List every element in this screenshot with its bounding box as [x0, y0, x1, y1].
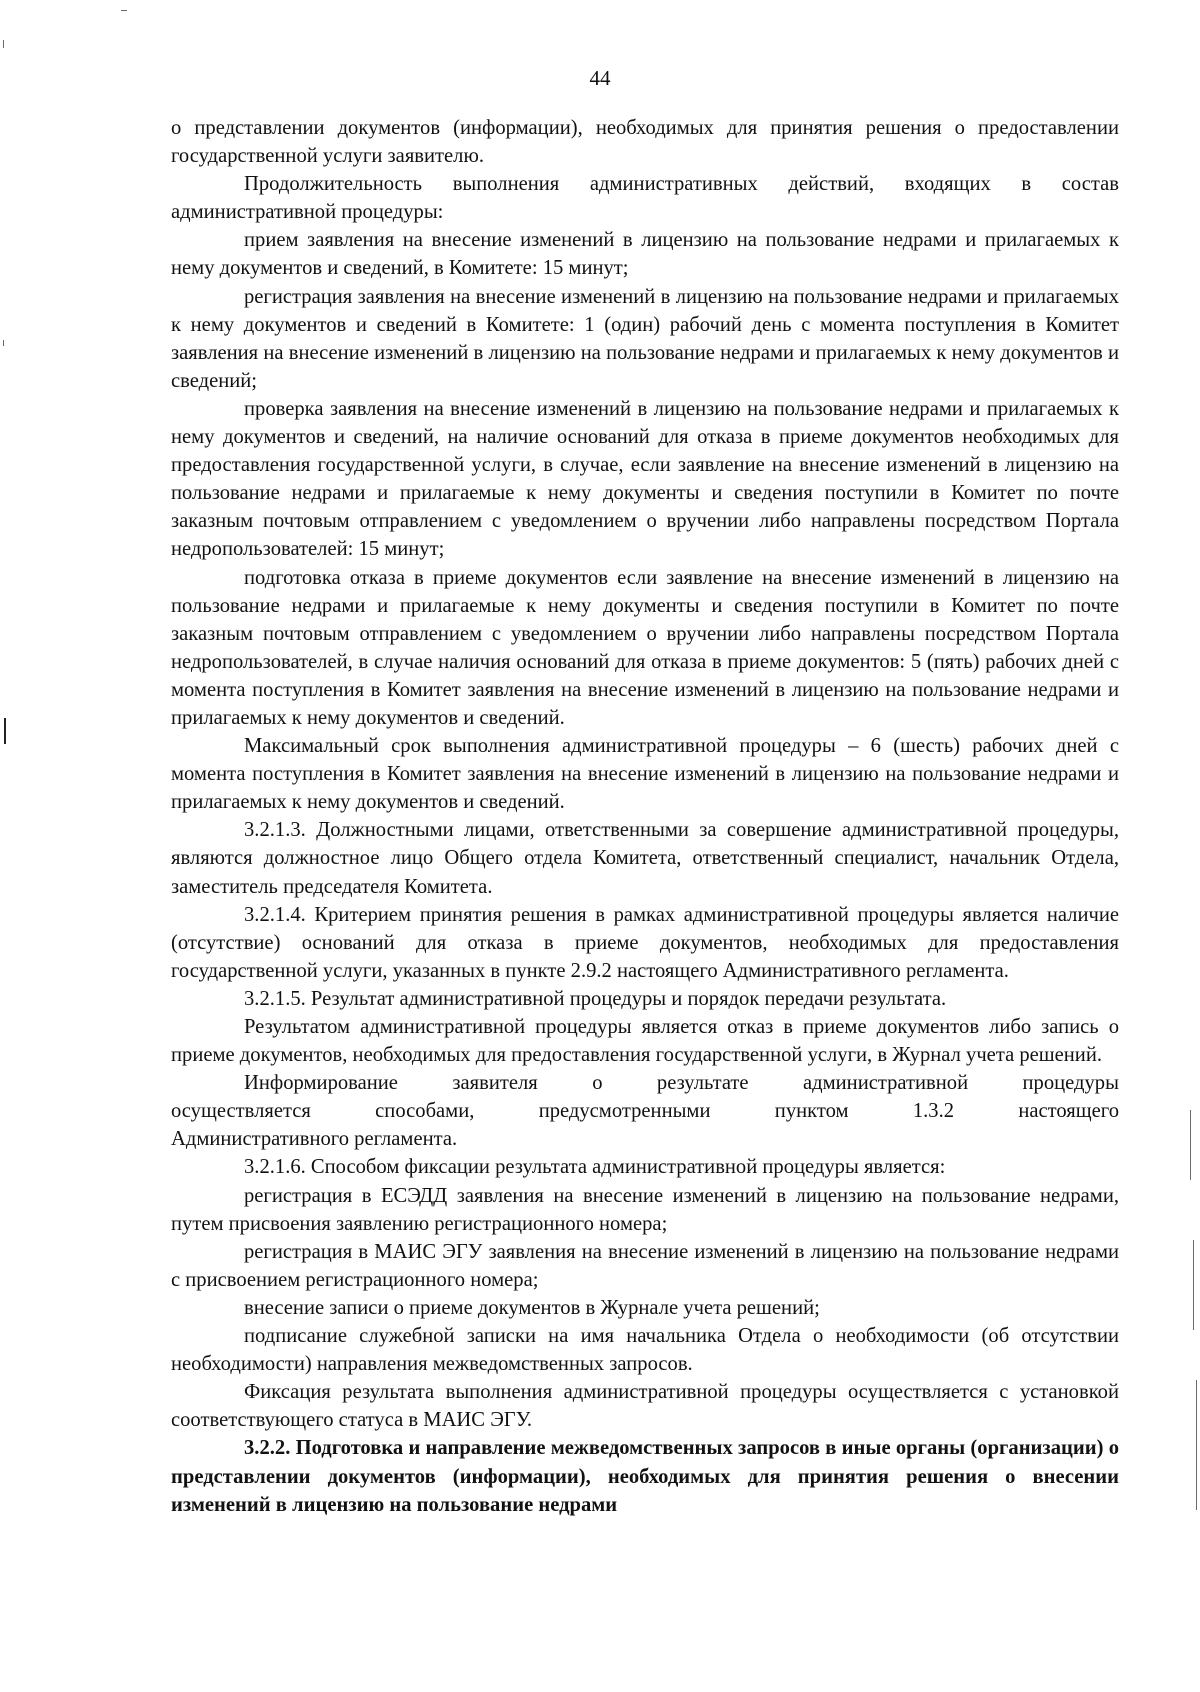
word: предусмотренными: [538, 1100, 711, 1123]
scan-mark: [3, 340, 4, 346]
word: пунктом: [774, 1100, 849, 1123]
word: результате: [656, 1072, 749, 1095]
informing-line: [171, 1069, 1119, 1097]
paragraph: Продолжительность выполнения административных действий, входящих в состав административной процедуры:: [171, 173, 1119, 224]
paragraph: 3.2.1.6. Способом фиксации результата административной процедуры является:: [244, 1156, 946, 1179]
word: настоящего: [1018, 1100, 1119, 1123]
paragraph: 3.2.1.3. Должностными лицами, ответственными за совершение административной процедуры, являются должностное лицо Общего отдела Комитета, ответственный специалист, начальник Отдела, заместитель председателя Комитета.: [171, 819, 1119, 898]
paragraph: регистрация в ЕСЭДД заявления на внесение изменений в лицензию на пользование недрами, путем присвоения заявлению регистрационного номера;: [171, 1184, 1119, 1235]
informing-line: Административного регламента.: [171, 1128, 458, 1151]
word: административной: [803, 1072, 969, 1095]
word: процедуры: [1022, 1072, 1119, 1095]
paragraph: 3.2.1.4. Критерием принятия решения в рамках административной процедуры является наличие (отсутствие) оснований для отказа в приеме документов, необходимых для предоставления государственной услуги, указанных в пункте 2.9.2 настоящего Административного регламента.: [171, 903, 1119, 982]
word: осуществляется: [171, 1100, 311, 1123]
paragraph: Фиксация результата выполнения административной процедуры осуществляется с установкой соответствующего статуса в МАИС ЭГУ.: [171, 1381, 1119, 1432]
scan-mark: [1196, 1380, 1197, 1510]
word: способами,: [375, 1100, 475, 1123]
paragraph: регистрация заявления на внесение изменений в лицензию на пользование недрами и прилагаемых к нему документов и сведений в Комитете: 1 (один) рабочий день с момента поступления в Комитет заявления на внесение изменений в лицензию на пользование недрами и прилагаемых к нему документов и сведений;: [171, 285, 1119, 392]
paragraph: регистрация в МАИС ЭГУ заявления на внесение изменений в лицензию на пользование недрами с присвоением регистрационного номера;: [171, 1240, 1119, 1291]
word: 1.3.2: [912, 1100, 955, 1123]
paragraph: прием заявления на внесение изменений в лицензию на пользование недрами и прилагаемых к нему документов и сведений, в Комитете: 15 минут;: [171, 229, 1119, 280]
paragraph: внесение записи о приеме документов в Журнале учета решений;: [244, 1296, 820, 1319]
scan-mark: [1190, 1110, 1191, 1180]
scan-mark: [121, 10, 127, 11]
scan-mark: [3, 40, 4, 48]
informing-line: [171, 1097, 1119, 1125]
paragraph: подписание служебной записки на имя начальника Отдела о необходимости (об отсутствии необходимости) направления межведомственных запросов.: [171, 1325, 1119, 1376]
paragraph: Максимальный срок выполнения административной процедуры – 6 (шесть) рабочих дней с момента поступления в Комитет заявления на внесение изменений в лицензию на пользование недрами и прилагаемых к нему документов и сведений.: [171, 735, 1119, 814]
word: заявителя: [452, 1072, 538, 1095]
paragraph: о представлении документов (информации), необходимых для принятия решения о предоставлении государственной услуги заявителю.: [171, 117, 1119, 168]
paragraph: Результатом административной процедуры является отказ в приеме документов либо запись о приеме документов, необходимых для предоставления государственной услуги, в Журнал учета решений.: [171, 1016, 1119, 1067]
word: Информирование: [244, 1072, 398, 1095]
paragraph: проверка заявления на внесение изменений в лицензию на пользование недрами и прилагаемых к нему документов и сведений, на наличие оснований для отказа в приеме документов необходимых для предоставления государственной услуги, в случае, если заявление на внесение изменений в лицензию на пользование недрами и прилагаемые к нему документы и сведения поступили в Комитет по почте заказным почтовым отправлением с уведомлением о вручении либо направлены посредством Портала недропользователей: 15 минут;: [171, 397, 1119, 561]
informing-paragraph: [171, 1069, 1119, 1153]
scan-mark: [1193, 1240, 1194, 1330]
paragraph: подготовка отказа в приеме документов если заявление на внесение изменений в лицензию на пользование недрами и прилагаемые к нему документы и сведения поступили в Комитет по почте заказным почтовым отправлением с уведомлением о вручении либо направлены посредством Портала недропользователей, в случае наличия оснований для отказа в приеме документов: 5 (пять) рабочих дней с момента поступления в Комитет заявления на внесение изменений в лицензию на пользование недрами и прилагаемых к нему документов и сведений.: [171, 566, 1119, 729]
scan-mark: [4, 718, 6, 744]
page-number: 44: [589, 66, 611, 90]
paragraph: 3.2.1.5. Результат административной процедуры и порядок передачи результата.: [244, 987, 947, 1010]
word: о: [592, 1072, 603, 1095]
body-text: [171, 114, 1119, 1519]
section-heading: 3.2.2. Подготовка и направление межведомственных запросов в иные органы (организации) о представлении документов (информации), необходимых для принятия решения о внесении изменений в лицензию на пользование недрами: [171, 1437, 1119, 1516]
